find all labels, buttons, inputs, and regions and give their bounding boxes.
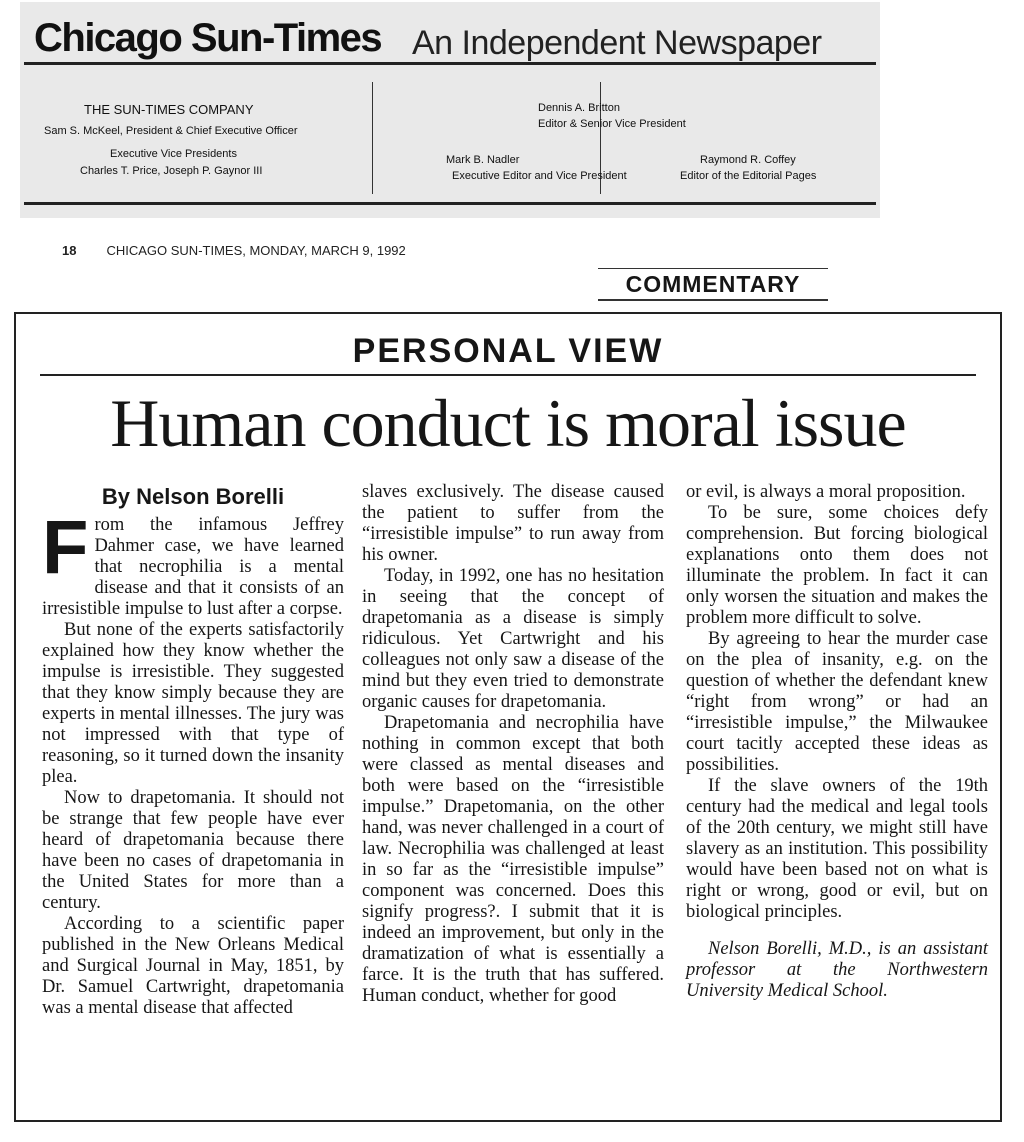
- editor-title: Editor & Senior Vice President: [538, 118, 686, 130]
- editorial-editor-name: Raymond R. Coffey: [700, 154, 796, 166]
- headline: Human conduct is moral issue: [110, 385, 906, 461]
- paragraph: Drapetomania and necrophilia have nothing in common except that both were classed as mental diseases and both were based on the “irresistible impulse.” Drapetomania, on the other hand, was never challenged in a court of law. Necrophilia was challenged at least in so far as the “irresistible impulse” component was concerned. Does this signify progress?. I submit that it is indeed an improvement, but only in the dramatization of what is essentially a farce. It is the truth that has suffered. Human conduct, whether for good: [362, 713, 664, 1006]
- paragraph: or evil, is always a moral proposition.: [686, 482, 966, 502]
- masthead-rule: [24, 202, 876, 205]
- company-name: THE SUN-TIMES COMPANY: [84, 102, 254, 117]
- paragraph: Today, in 1992, one has no hesitation in seeing that the concept of drapetomania as a disease is simply ridiculous. Yet Cartwright and his colleagues not only saw a disease of the mind but they even tried to demonstrate organic causes for drapetomania.: [362, 566, 664, 712]
- column-2: [362, 482, 664, 1007]
- page-number: 18: [62, 243, 77, 258]
- masthead-tagline: An Independent Newspaper: [412, 24, 822, 62]
- kicker-rule: [40, 374, 976, 376]
- drop-cap: F: [42, 505, 89, 590]
- author-bio: Nelson Borelli, M.D., is an assistant professor at the Northwestern University Medical School.: [686, 939, 988, 1001]
- masthead-title: Chicago Sun-Times: [34, 16, 382, 60]
- column-1: [42, 482, 344, 1019]
- dateline-text: CHICAGO SUN-TIMES, MONDAY, MARCH 9, 1992: [106, 243, 406, 258]
- byline: By Nelson Borelli: [101, 484, 285, 509]
- column-3: [686, 482, 988, 1002]
- exec-editor-title: Executive Editor and Vice President: [452, 170, 627, 182]
- paragraph: Now to drapetomania. It should not be strange that few people have ever heard of drapetomania because there have been no cases of drapetomania in the United States for more than a century.: [42, 788, 344, 913]
- paragraph: If the slave owners of the 19th century had the medical and legal tools of the 20th century, we might still have slavery as an institution. This possibility would have been based not on what is right or wrong, good or evil, but on biological principles.: [686, 776, 988, 922]
- masthead-rule: [24, 62, 876, 65]
- paragraph: By agreeing to hear the murder case on the plea of insanity, e.g. on the question of whether the defendant knew “right from wrong” or had an “irresistible impulse,” the Milwaukee court tacitly accepted these ideas as possibilities.: [686, 629, 988, 775]
- editorial-editor-title: Editor of the Editorial Pages: [680, 170, 817, 182]
- paragraph: slaves exclusively. The disease caused the patient to suffer from the “irresistible impulse” to run away from his owner.: [362, 482, 664, 565]
- president: Sam S. McKeel, President & Chief Executive Officer: [44, 125, 298, 137]
- dateline: [62, 243, 406, 258]
- evp-label: Executive Vice Presidents: [110, 148, 237, 160]
- editor-name: Dennis A. Britton: [538, 102, 620, 114]
- paragraph: But none of the experts satisfactorily explained how they know whether the impulse is irresistible. They suggested that they know simply because they are experts in mental illnesses. The jury was not impressed with that type of reasoning, so it turned down the insanity plea.: [42, 620, 344, 787]
- paragraph: According to a scientific paper published in the New Orleans Medical and Surgical Journal in May, 1851, by Dr. Samuel Cartwright, drapetomania was a mental disease that affected: [42, 914, 344, 1018]
- paragraph: From the infamous Jeffrey Dahmer case, we have learned that necrophilia is a mental disease and that it consists of an irresistible impulse to lust after a corpse.: [42, 505, 344, 619]
- section-label: COMMENTARY: [598, 268, 828, 301]
- masthead-divider: [372, 82, 373, 194]
- article-box: [14, 312, 1002, 1122]
- kicker: PERSONAL VIEW: [352, 332, 664, 370]
- masthead-clipping: [20, 2, 880, 218]
- paragraph: To be sure, some choices defy comprehension. But forcing biological explanations onto them does not illuminate the problem. In fact it can only worsen the situation and makes the problem more difficult to solve.: [686, 503, 988, 628]
- exec-editor-name: Mark B. Nadler: [446, 154, 520, 166]
- evp-names: Charles T. Price, Joseph P. Gaynor III: [80, 165, 263, 177]
